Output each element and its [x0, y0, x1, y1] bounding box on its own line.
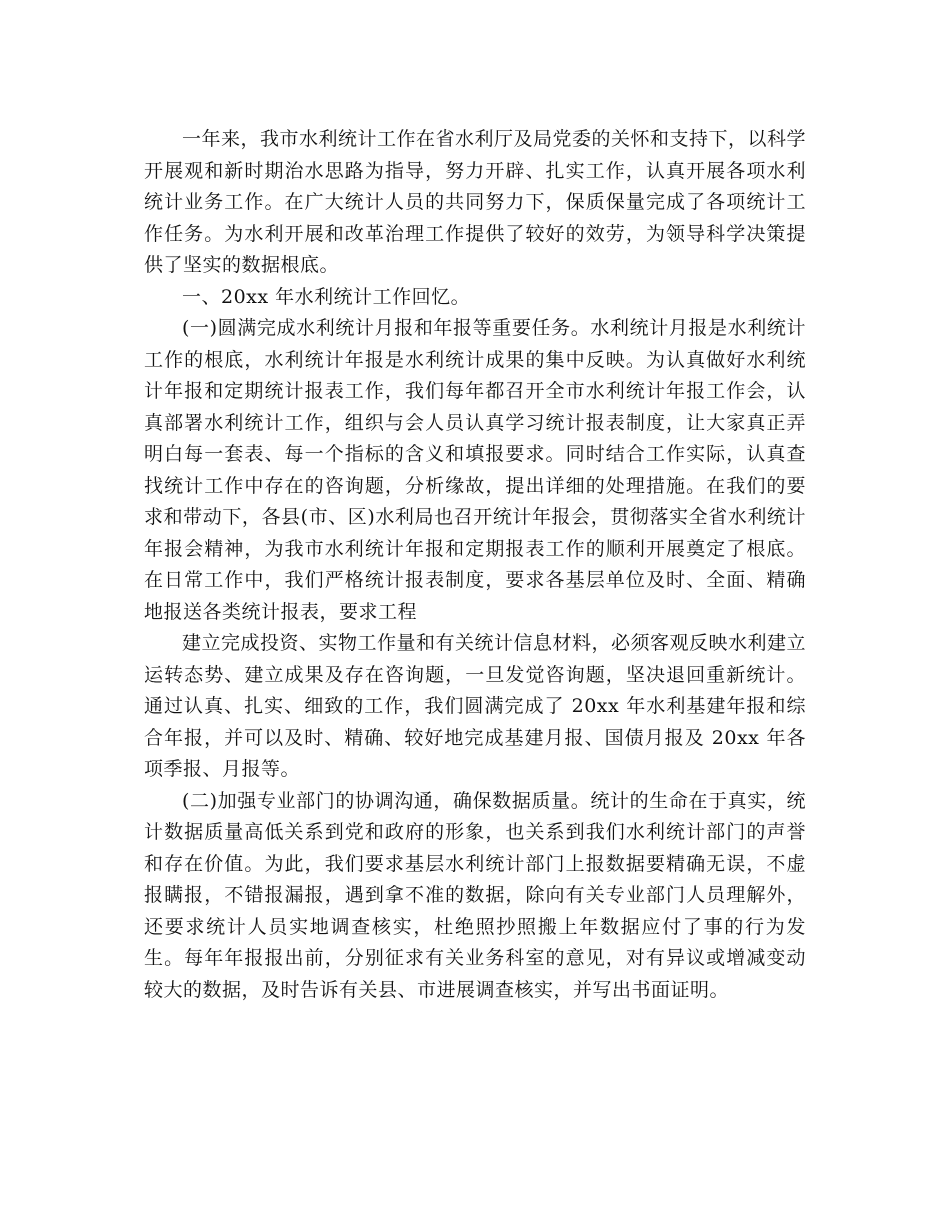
paragraph-task-continuation: 建立完成投资、实物工作量和有关统计信息材料，必须客观反映水利建立运转态势、建立成果及存在咨询题，一旦发觉咨询题，坚决退回重新统计。通过认真、扎实、细致的工作，我们圆满完成了 20xx 年水利基建年报和综合年报，并可以及时、精确、较好地完成基建月报、国债月报及 20xx 年各项季报、月报等。	[144, 632, 807, 780]
paragraph-intro: 一年来，我市水利统计工作在省水利厅及局党委的关怀和支持下，以科学开展观和新时期治水思路为指导，努力开辟、扎实工作，认真开展各项水利统计业务工作。在广大统计人员的共同努力下，保质保量完成了各项统计工作任务。为水利开展和改革治理工作提供了较好的效劳，为领导科学决策提供了坚实的数据根底。	[144, 128, 807, 276]
paragraph-data-quality: (二)加强专业部门的协调沟通，确保数据质量。统计的生命在于真实，统计数据质量高低关系到党和政府的形象，也关系到我们水利统计部门的声誉和存在价值。为此，我们要求基层水利统计部门上报数据要精确无误，不虚报瞒报，不错报漏报，遇到拿不准的数据，除向有关专业部门人员理解外，还要求统计人员实地调查核实，杜绝照抄照搬上年数据应付了事的行为发生。每年年报报出前，分别征求有关业务科室的意见，对有异议或增减变动较大的数据，及时告诉有关县、市进展调查核实，并写出书面证明。	[144, 789, 806, 1001]
document-body	[144, 124, 806, 1006]
paragraph-task-completion: (一)圆满完成水利统计月报和年报等重要任务。水利统计月报是水利统计工作的根底，水利统计年报是水利统计成果的集中反映。为认真做好水利统计年报和定期统计报表工作，我们每年都召开全市水利统计年报工作会，认真部署水利统计工作，组织与会人员认真学习统计报表制度，让大家真正弄明白每一套表、每一个指标的含义和填报要求。同时结合工作实际，认真查找统计工作中存在的咨询题，分析缘故，提出详细的处理措施。在我们的要求和带动下，各县(市、区)水利局也召开统计年报会，贯彻落实全省水利统计年报会精神，为我市水利统计年报和定期报表工作的顺利开展奠定了根底。在日常工作中，我们严格统计报表制度，要求各基层单位及时、全面、精确地报送各类统计报表，要求工程	[144, 317, 806, 623]
section-heading-review: 一、20xx 年水利统计工作回忆。	[182, 285, 471, 308]
